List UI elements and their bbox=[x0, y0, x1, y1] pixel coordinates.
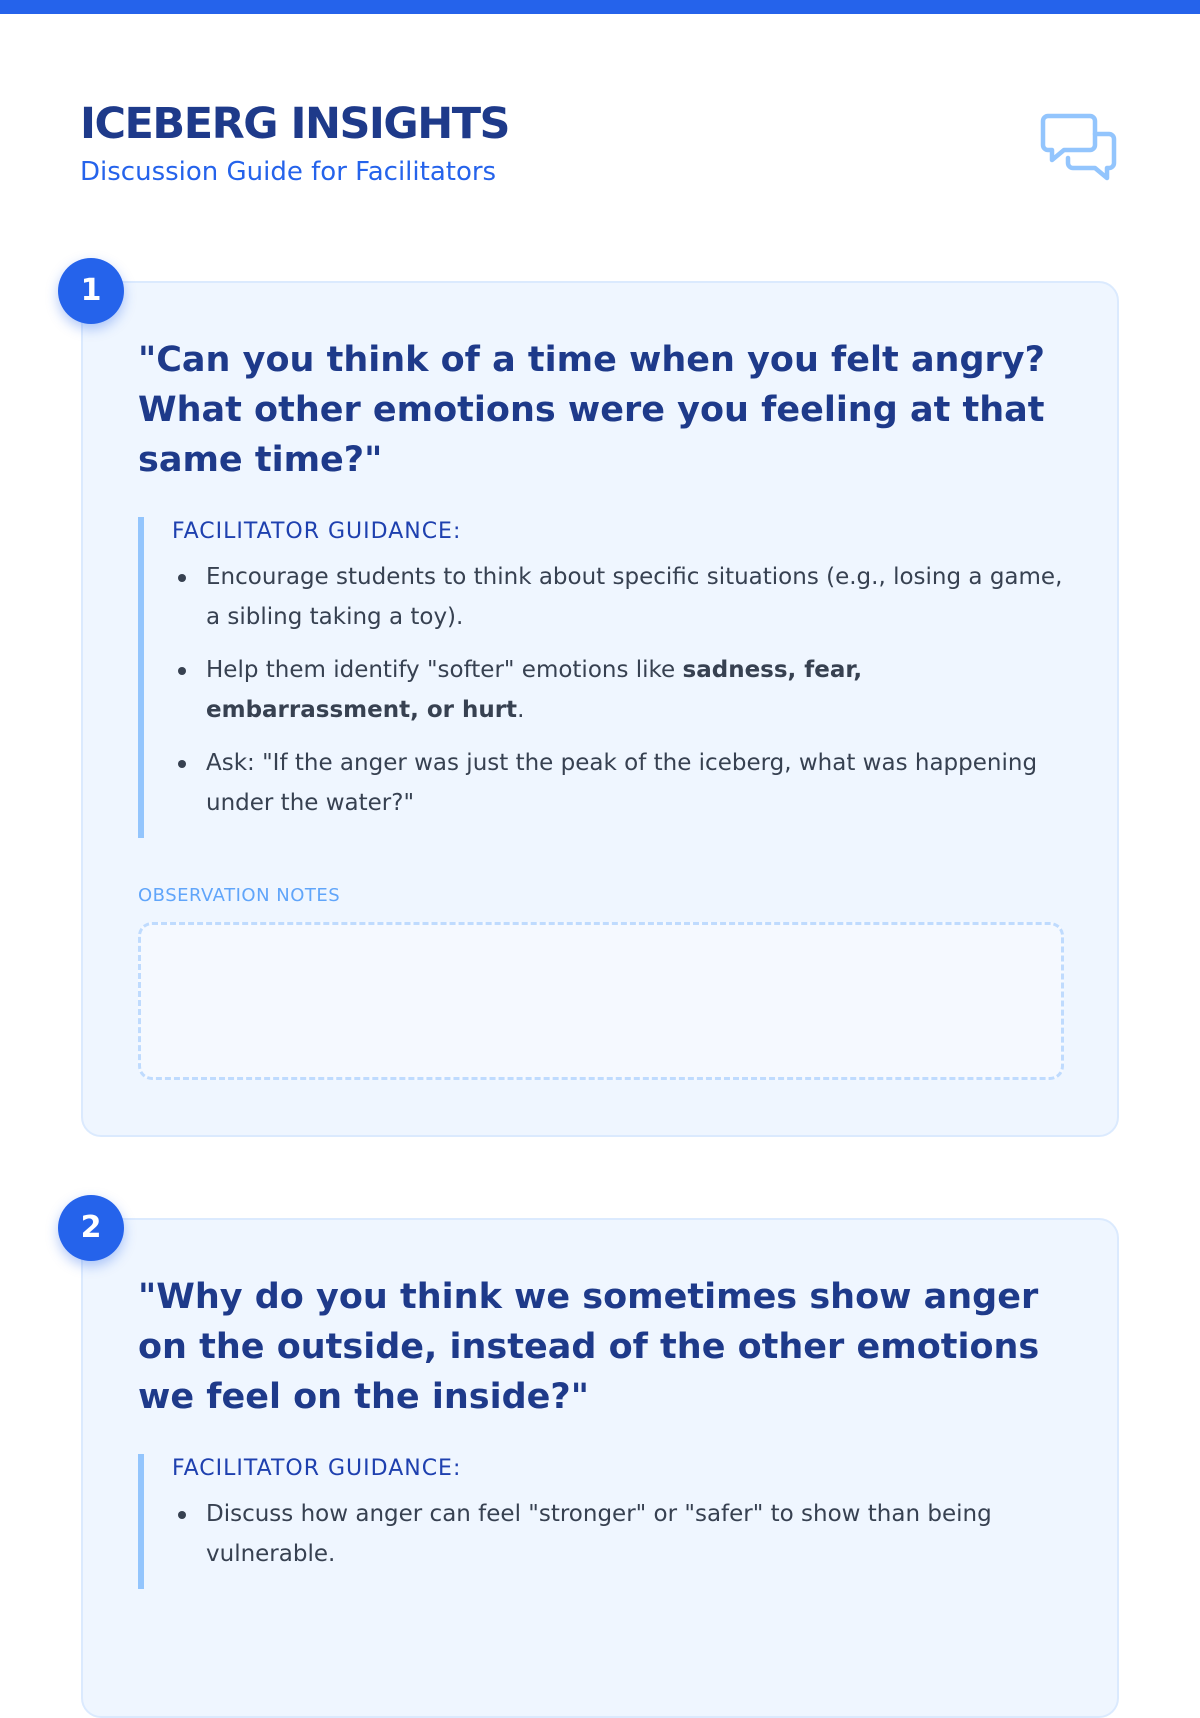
guidance-item bbox=[172, 1494, 1072, 1574]
guidance-item-text-end: . bbox=[517, 697, 525, 723]
guidance-item bbox=[172, 743, 1072, 823]
guidance-item-text: Discuss how anger can feel "stronger" or "safer" to show than being vulnerable. bbox=[206, 1501, 992, 1567]
guidance-list bbox=[172, 1494, 1072, 1574]
page-title: ICEBERG INSIGHTS bbox=[80, 99, 509, 149]
bullet-icon bbox=[178, 1511, 186, 1519]
page-subtitle: Discussion Guide for Facilitators bbox=[80, 157, 497, 187]
guidance-list bbox=[172, 557, 1072, 823]
guidance-item bbox=[172, 557, 1072, 637]
guidance-item-emphasis: sadness, fear, embarrassment, or hurt bbox=[206, 657, 863, 723]
observation-notes-label: OBSERVATION NOTES bbox=[138, 885, 341, 906]
guidance-item-text: Help them identify "softer" emotions like bbox=[206, 657, 683, 683]
guidance-label: FACILITATOR GUIDANCE: bbox=[172, 519, 462, 544]
chat-bubbles-icon bbox=[1040, 106, 1120, 186]
question-number-badge: 2 bbox=[58, 1195, 124, 1261]
guidance-item-text: Encourage students to think about specific situations (e.g., losing a game, a sibling taking a toy). bbox=[206, 564, 1063, 630]
bullet-icon bbox=[178, 667, 186, 675]
question-number-badge: 1 bbox=[58, 258, 124, 324]
guidance-item-text: Ask: "If the anger was just the peak of the iceberg, what was happening under the water?" bbox=[206, 750, 1038, 816]
facilitator-guidance bbox=[138, 1454, 1072, 1589]
question-card-2 bbox=[80, 1210, 1119, 1718]
question-text: "Why do you think we sometimes show anger on the outside, instead of the other emotions we feel on the inside?" bbox=[138, 1277, 1040, 1417]
bullet-icon bbox=[178, 760, 186, 768]
guidance-item bbox=[172, 650, 1072, 730]
question-text: "Can you think of a time when you felt angry? What other emotions were you feeling at that same time?" bbox=[138, 340, 1045, 480]
bullet-icon bbox=[178, 574, 186, 582]
question-card-1 bbox=[80, 273, 1119, 1137]
top-accent-bar bbox=[0, 0, 1200, 14]
facilitator-guidance bbox=[138, 517, 1072, 838]
guidance-label: FACILITATOR GUIDANCE: bbox=[172, 1456, 462, 1481]
observation-notes-field[interactable] bbox=[138, 922, 1064, 1080]
page-header bbox=[80, 96, 1120, 206]
